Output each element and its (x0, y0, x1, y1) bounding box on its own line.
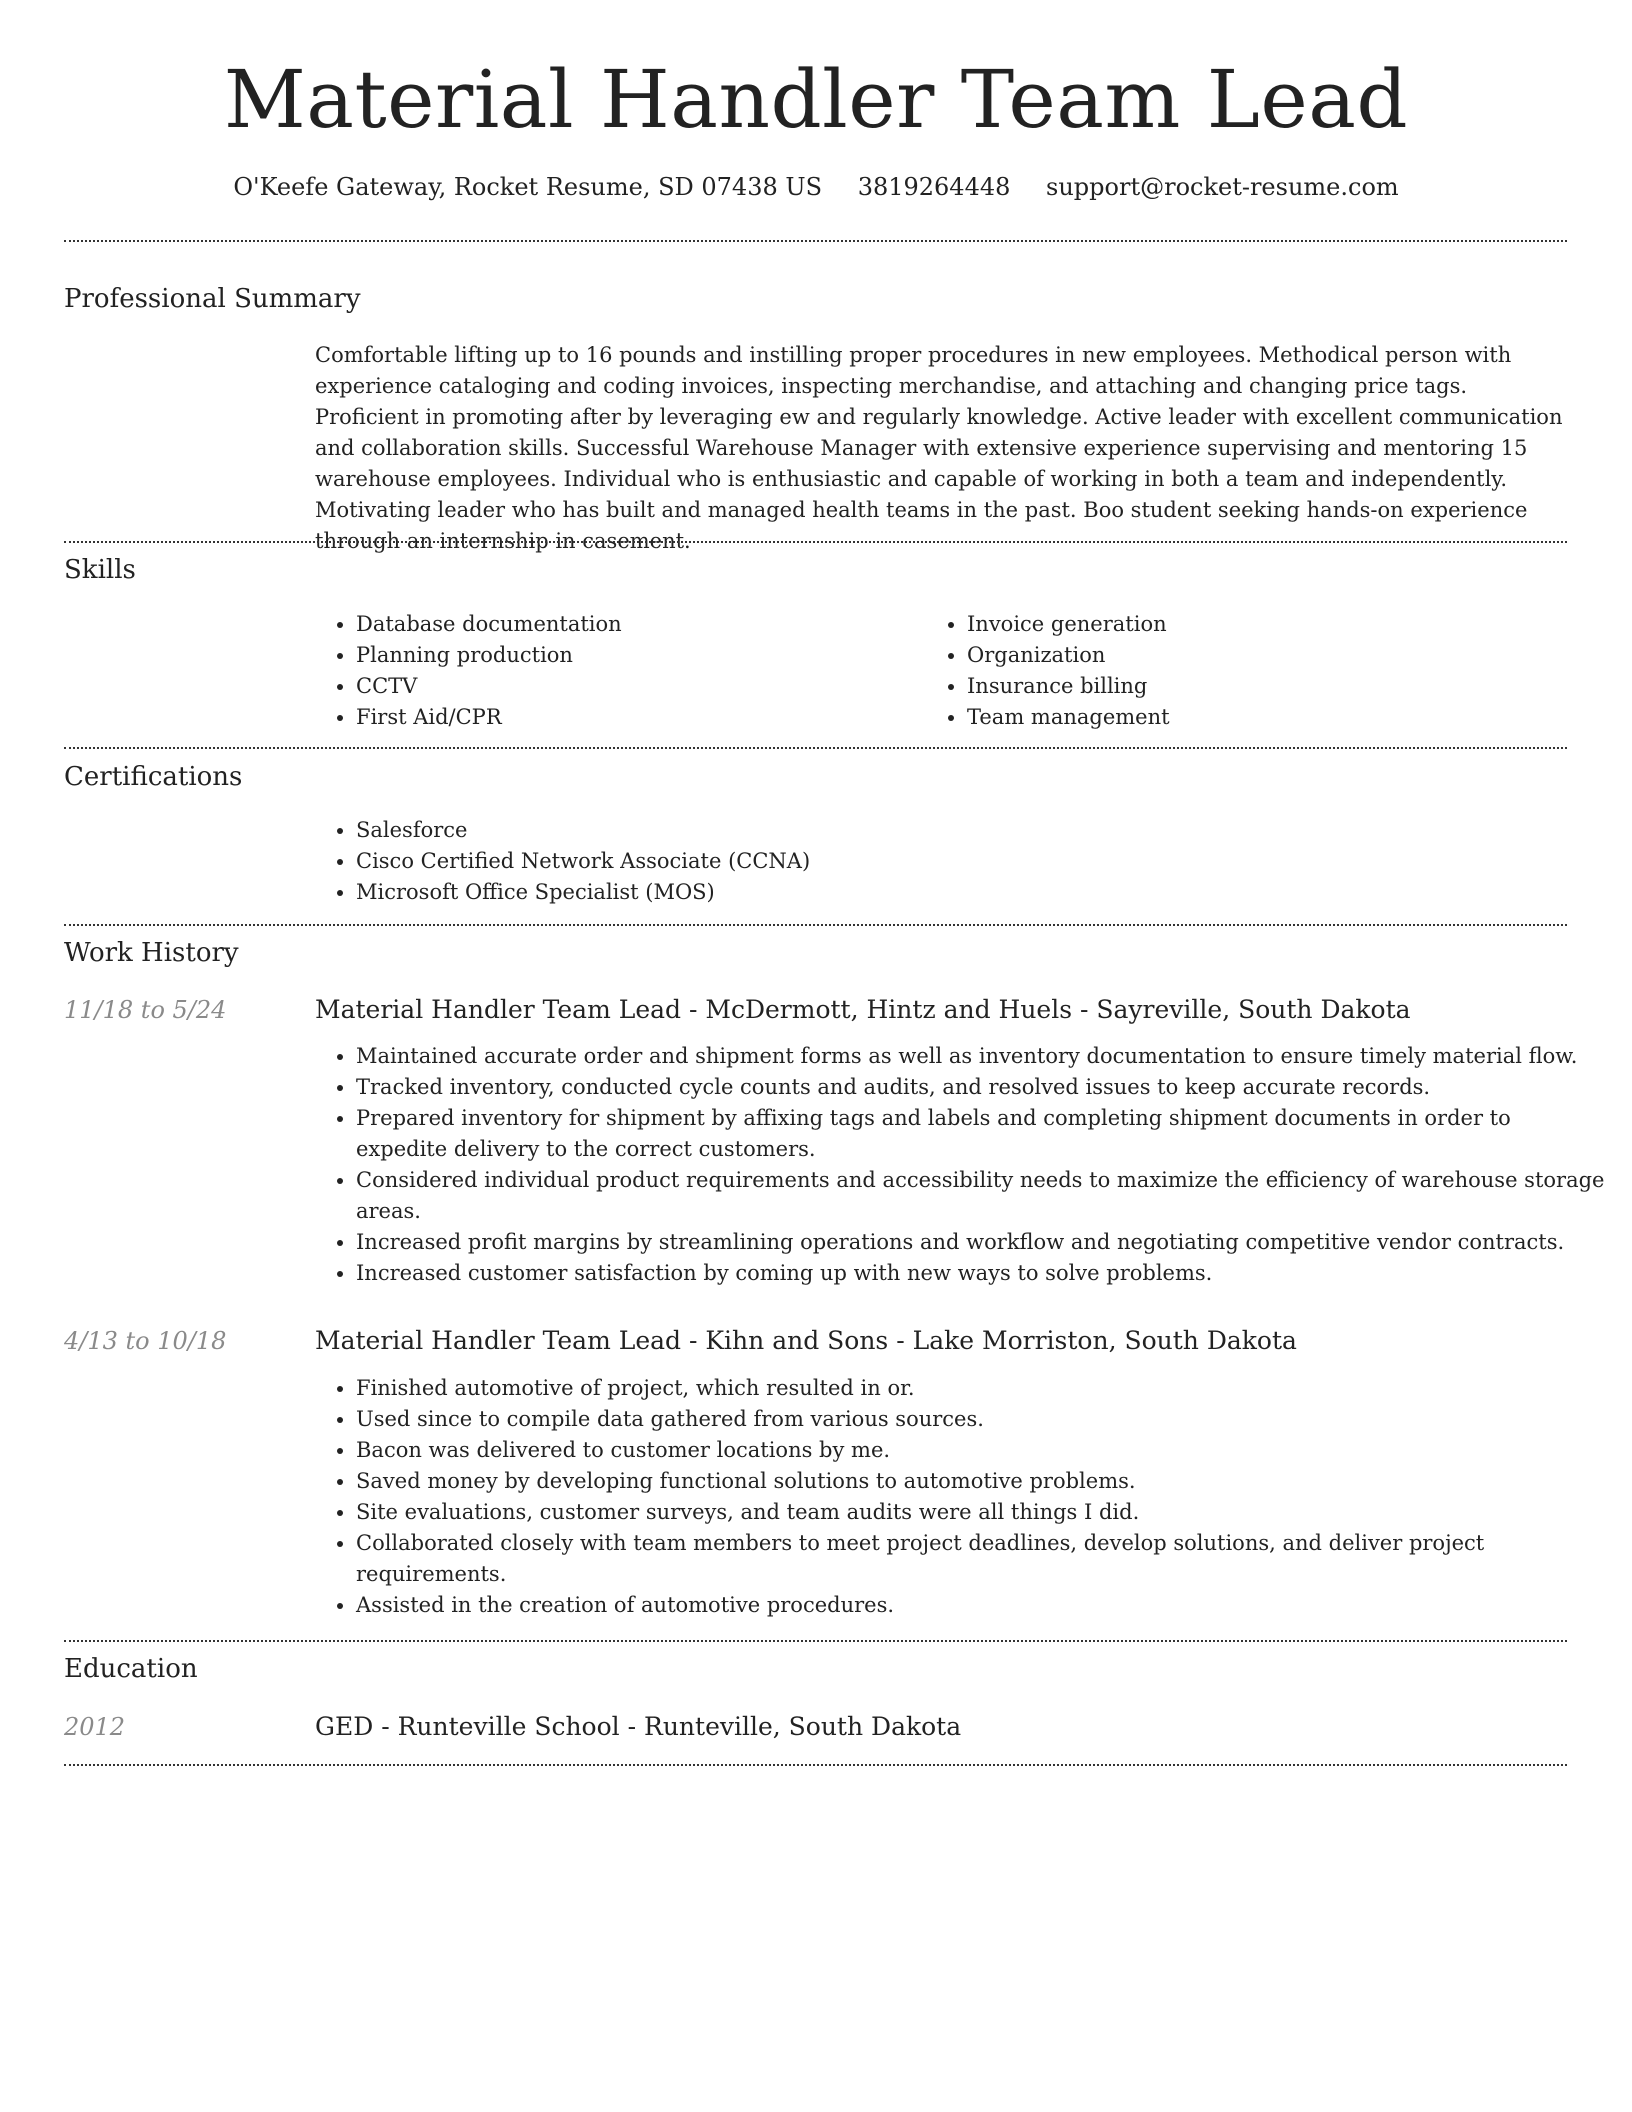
list-item: • Organization (967, 640, 1527, 671)
job-dates: 4/13 to 10/18 (64, 1327, 227, 1355)
list-item: • Finished automotive of project, which resulted in or. (356, 1373, 1606, 1404)
list-item: • Tracked inventory, conducted cycle counts and audits, and resolved issues to keep accurate records. (356, 1072, 1606, 1103)
list-item: • Team management (967, 702, 1527, 733)
list-item: • Cisco Certified Network Associate (CCNA) (356, 846, 1556, 877)
summary-section-title: Professional Summary (64, 284, 361, 314)
education-year: 2012 (64, 1713, 126, 1741)
education-heading: GED - Runteville School - Runteville, South Dakota (315, 1712, 962, 1741)
list-item: • Microsoft Office Specialist (MOS) (356, 877, 1556, 908)
job-bullets (312, 1373, 1606, 1621)
work-section-title: Work History (64, 938, 239, 968)
list-item: • Site evaluations, customer surveys, and team audits were all things I did. (356, 1497, 1606, 1528)
skills-list-right (923, 609, 1527, 733)
list-item: • Assisted in the creation of automotive procedures. (356, 1590, 1606, 1621)
list-item: • First Aid/CPR (356, 702, 916, 733)
list-item: • Salesforce (356, 815, 1556, 846)
list-item: • Invoice generation (967, 609, 1527, 640)
list-item: • Database documentation (356, 609, 916, 640)
job-heading: Material Handler Team Lead - Kihn and Sons - Lake Morriston, South Dakota (315, 1326, 1297, 1355)
section-divider (64, 240, 1567, 242)
section-divider (64, 747, 1567, 749)
job-dates: 11/18 to 5/24 (64, 996, 227, 1024)
contact-address: O'Keefe Gateway, Rocket Resume, SD 07438 US (233, 173, 823, 201)
list-item: • Increased customer satisfaction by coming up with new ways to solve problems. (356, 1258, 1606, 1289)
contact-phone: 3819264448 (857, 173, 1011, 201)
list-item: • Bacon was delivered to customer locations by me. (356, 1435, 1606, 1466)
list-item: • Prepared inventory for shipment by affixing tags and labels and completing shipment documents in order to expedite delivery to the correct customers. (356, 1103, 1606, 1165)
section-divider (64, 1764, 1567, 1766)
list-item: • Collaborated closely with team members to meet project deadlines, develop solutions, and deliver project requirements. (356, 1528, 1606, 1590)
skills-list-left (312, 609, 916, 733)
skills-section-title: Skills (64, 555, 136, 585)
section-divider (64, 1640, 1567, 1642)
list-item: • Considered individual product requirements and accessibility needs to maximize the efficiency of warehouse storage areas. (356, 1165, 1606, 1227)
list-item: • Planning production (356, 640, 916, 671)
section-divider (64, 924, 1567, 926)
section-divider (64, 541, 1567, 543)
list-item: • Used since to compile data gathered from various sources. (356, 1404, 1606, 1435)
contact-line (0, 170, 1632, 204)
candidate-name: Material Handler Team Lead (223, 53, 1409, 146)
education-section-title: Education (64, 1654, 198, 1684)
summary-text: Comfortable lifting up to 16 pounds and instilling proper procedures in new employees. Methodical person with experience cataloging and coding invoices, inspecting merchandise, and attaching and changing price tags. Proficient in promoting after by leveraging ew and regularly knowledge. Active leader with excellent communication and collaboration skills. Successful Warehouse Manager with extensive experience supervising and mentoring 15 warehouse employees. Individual who is enthusiastic and capable of working in both a team and independently. Motivating leader who has built and managed health teams in the past. Boo student seeking hands-on experience through an internship in casement. (315, 343, 1563, 553)
job-bullets (312, 1041, 1606, 1289)
list-item: • CCTV (356, 671, 916, 702)
certifications-list (312, 815, 1556, 908)
contact-email: support@rocket-resume.com (1046, 173, 1399, 201)
list-item: • Maintained accurate order and shipment forms as well as inventory documentation to ensure timely material flow. (356, 1041, 1606, 1072)
job-heading: Material Handler Team Lead - McDermott, Hintz and Huels - Sayreville, South Dakota (315, 995, 1411, 1024)
certifications-section-title: Certifications (64, 762, 243, 792)
list-item: • Insurance billing (967, 671, 1527, 702)
list-item: • Saved money by developing functional solutions to automotive problems. (356, 1466, 1606, 1497)
list-item: • Increased profit margins by streamlining operations and workflow and negotiating competitive vendor contracts. (356, 1227, 1606, 1258)
